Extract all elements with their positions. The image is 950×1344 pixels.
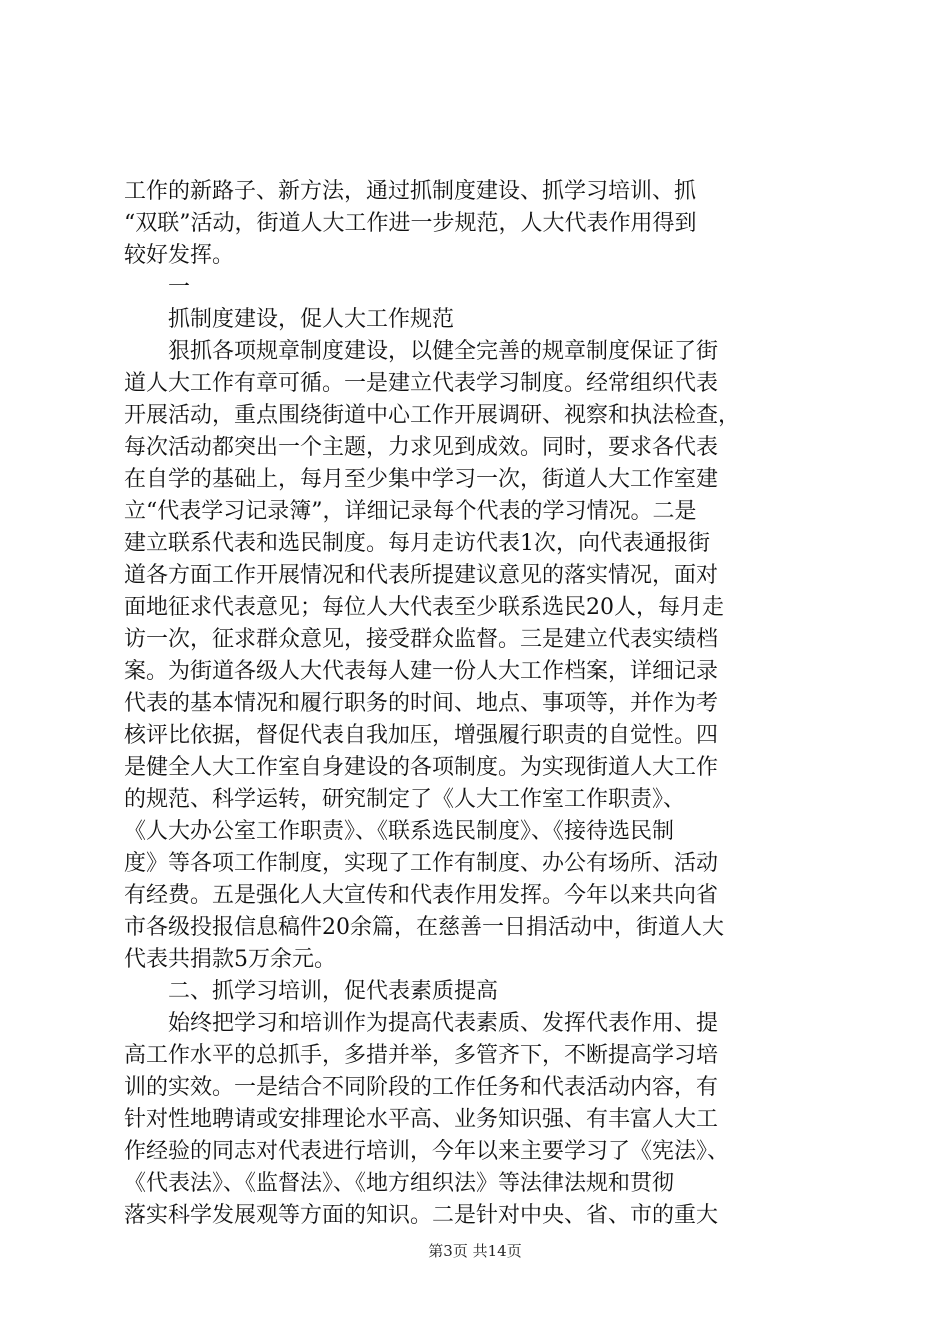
text-line: 训的实效。一是结合不同阶段的工作任务和代表活动内容，有 xyxy=(124,1075,719,1100)
text-line: 是健全人大工作室自身建设的各项制度。为实现街道人大工作 xyxy=(124,755,719,780)
text-line: 案。为街道各级人大代表每人建一份人大工作档案，详细记录 xyxy=(124,659,719,684)
text-line: 作经验的同志对代表进行培训，今年以来主要学习了《宪法》、 xyxy=(124,1139,730,1164)
text-line: 建立联系代表和选民制度。每月走访代表1次，向代表通报街 xyxy=(124,531,710,556)
text-line: 道各方面工作开展情况和代表所提建议意见的落实情况，面对 xyxy=(124,563,719,588)
text-line: 抓制度建设，促人大工作规范 xyxy=(124,307,455,332)
text-line: 有经费。五是强化人大宣传和代表作用发挥。今年以来共向省 xyxy=(124,883,719,908)
text-line: 立“代表学习记录簿”，详细记录每个代表的学习情况。二是 xyxy=(124,499,697,524)
text-line: “双联”活动，街道人大工作进一步规范，人大代表作用得到 xyxy=(124,211,697,236)
text-line: 核评比依据，督促代表自我加压，增强履行职责的自觉性。四 xyxy=(124,723,719,748)
text-line: 较好发挥。 xyxy=(124,243,235,268)
text-line: 每次活动都突出一个主题，力求见到成效。同时，要求各代表 xyxy=(124,435,719,460)
text-line: 的规范、科学运转，研究制定了《人大工作室工作职责》、 xyxy=(124,787,686,812)
text-line: 道人大工作有章可循。一是建立代表学习制度。经常组织代表 xyxy=(124,371,719,396)
text-line: 《人大办公室工作职责》、《联系选民制度》、《接待选民制 xyxy=(124,819,675,844)
text-line: 开展活动，重点围绕街道中心工作开展调研、视察和执法检查， xyxy=(124,403,741,428)
page-footer: 第3页 共14页 xyxy=(428,1242,522,1260)
text-line: 二、抓学习培训，促代表素质提高 xyxy=(124,979,499,1004)
text-line: 在自学的基础上，每月至少集中学习一次，街道人大工作室建 xyxy=(124,467,719,492)
text-line: 访一次，征求群众意见，接受群众监督。三是建立代表实绩档 xyxy=(124,627,719,652)
text-line: 一 xyxy=(124,275,191,300)
document-body xyxy=(124,176,836,1232)
text-line: 高工作水平的总抓手，多措并举，多管齐下，不断提高学习培 xyxy=(124,1043,719,1068)
text-line: 度》等各项工作制度，实现了工作有制度、办公有场所、活动 xyxy=(124,851,719,876)
text-line: 针对性地聘请或安排理论水平高、业务知识强、有丰富人大工 xyxy=(124,1107,719,1132)
text-line: 落实科学发展观等方面的知识。二是针对中央、省、市的重大 xyxy=(124,1203,719,1228)
text-line: 狠抓各项规章制度建设，以健全完善的规章制度保证了街 xyxy=(124,339,719,364)
text-line: 始终把学习和培训作为提高代表素质、发挥代表作用、提 xyxy=(124,1011,719,1036)
text-line: 市各级投报信息稿件20余篇，在慈善一日捐活动中，街道人大 xyxy=(124,915,724,940)
text-line: 《代表法》、《监督法》、《地方组织法》等法律法规和贯彻 xyxy=(124,1171,675,1196)
text-line: 代表的基本情况和履行职务的时间、地点、事项等，并作为考 xyxy=(124,691,719,716)
text-line: 面地征求代表意见；每位人大代表至少联系选民20人，每月走 xyxy=(124,595,724,620)
text-line: 代表共捐款5万余元。 xyxy=(124,947,336,972)
text-line: 工作的新路子、新方法，通过抓制度建设、抓学习培训、抓 xyxy=(124,179,697,204)
